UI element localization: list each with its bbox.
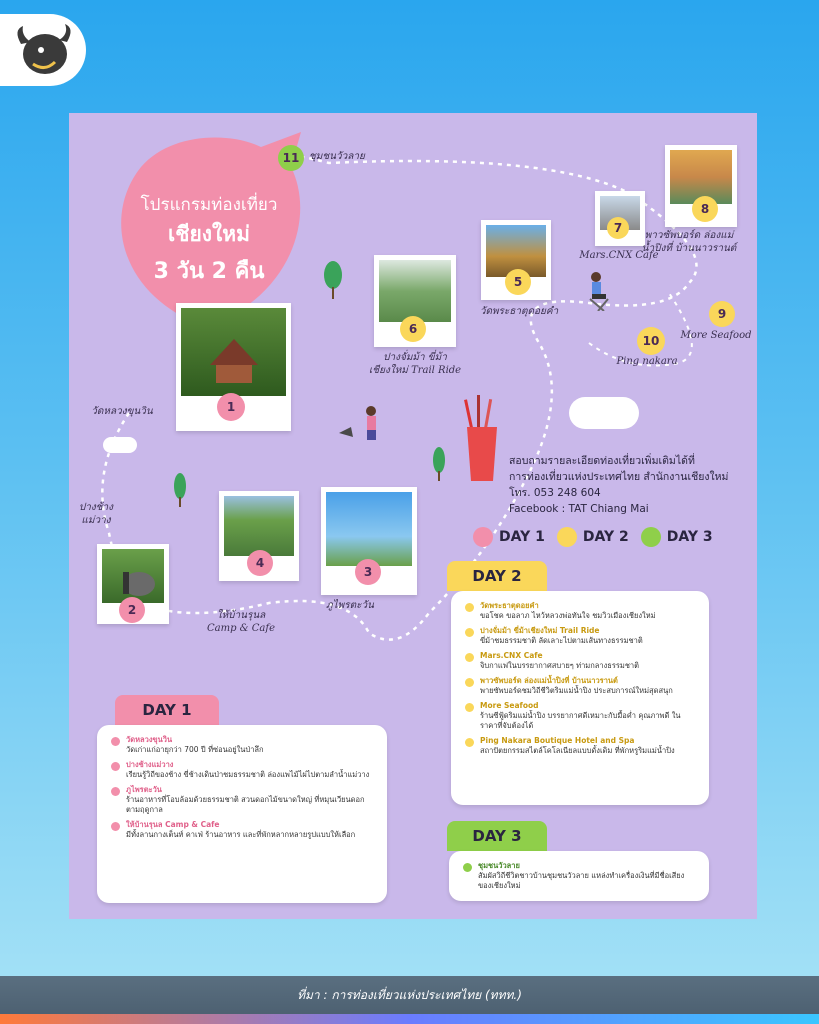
day1-card [97,725,387,903]
item-title: วัดหลวงขุนวิน [126,735,173,744]
stop-label-4: ให้บ้านรุนล Camp & Cafe [207,610,275,634]
stop-number-8: 8 [692,196,718,222]
stop-label-11: ชุมชนวัวลาย [309,151,365,162]
tree-icon [172,473,188,509]
title-line-3: 3 วัน 2 คืน [153,259,265,284]
item-description: เรียนรู้วิถีของช้าง ขี่ช้างเดินป่าชมธรรมชาติ ล่องแพไม้ไผ่ไปตามลำน้ำแม่วาง [126,770,370,779]
logo-badge [0,14,86,86]
day2-tab: DAY 2 [447,561,547,591]
stop-label-3: ภูไพรตะวัน [326,600,374,611]
stop-number-1: 1 [217,393,245,421]
itinerary-poster [69,113,757,919]
day3-card [449,851,709,901]
item-title: Mars.CNX Cafe [480,651,543,660]
item-description: มีทั้งลานกางเต็นท์ คาเฟ่ ร้านอาหาร และที่พักหลากหลายรูปแบบให้เลือก [126,830,356,839]
person-illustration-icon [337,403,383,443]
item-description: ขี่ม้าชมธรรมชาติ ลัดเลาะไปตามเส้นทางธรรมชาติ [480,636,643,645]
bullet-icon [465,653,474,662]
source-caption: ที่มา : การท่องเที่ยวแห่งประเทศไทย (ททท.) [0,976,819,1024]
legend-dot-day1 [473,527,493,547]
bullet-icon [465,703,474,712]
tree-icon [431,447,447,483]
bullet-icon [465,603,474,612]
stop-label-5: วัดพระธาตุดอยคำ [479,306,559,317]
item-title: ภูไพรตะวัน [126,785,162,794]
itinerary-item [465,701,695,731]
stop-number-10: 10 [637,327,665,355]
buffalo-logo-icon [11,20,75,80]
legend-dot-day2 [557,527,577,547]
bullet-icon [111,787,120,796]
itinerary-item [465,651,695,671]
contact-line-2: การท่องเที่ยวแห่งประเทศไทย สำนักงานเชียงใหม่ [509,471,729,483]
bullet-icon [465,628,474,637]
item-title: วัดพระธาตุดอยคำ [480,601,539,610]
item-title: พาวซัพบอร์ด ล่องแม่น้ำปิงที่ บ้านนาวรานต์ [480,676,618,685]
contact-line-1: สอบถามรายละเอียดท่องเที่ยวเพิ่มเติมได้ที่ [509,455,695,467]
item-description: วัดเก่าแก่อายุกว่า 700 ปี ที่ซ่อนอยู่ในป่าลึก [126,745,264,754]
item-description: ขอโชค ขอลาภ ไหว้หลวงพ่อทันใจ ชมวิวเมืองเชียงใหม่ [480,611,656,620]
stop-number-7: 7 [607,217,629,239]
bottom-color-strip [0,1014,819,1024]
day-legend [473,527,717,547]
stop-label-1: วัดหลวงขุนวิน [91,406,153,417]
contact-facebook: Facebook : TAT Chiang Mai [509,503,649,515]
day3-tab: DAY 3 [447,821,547,851]
stop-label-9: More Seafood [680,330,752,341]
stop-number-11: 11 [278,145,304,171]
legend-day1: DAY 1 [499,529,545,545]
item-description: สถาปัตยกรรมสไตล์โคโลเนียลแบบดั้งเดิม ที่พักหรูริมแม่น้ำปิง [480,746,675,755]
item-title: ให้บ้านรุนล Camp & Cafe [126,820,220,829]
item-description: สัมผัสวิถีชีวิตชาวบ้านชุมชนวัวลาย แหล่งทำเครื่องเงินที่มีชื่อเสียงของเชียงใหม่ [478,871,685,890]
itinerary-item [465,601,695,621]
bullet-icon [111,737,120,746]
title-line-2: เชียงใหม่ [168,222,250,246]
stop-label-6: ปางจั่มม้า ขี่ม้าเชียงใหม่ Trail Ride [368,352,462,376]
poster-title [129,191,289,288]
itinerary-item [463,861,695,891]
stop-label-8: พาวซัพบอร์ด ล่องแม่น้ำปิงที่ บ้านนาวรานต์ [641,230,737,254]
cloud-icon [103,437,137,453]
bullet-icon [463,863,472,872]
stop-number-5: 5 [505,269,531,295]
bullet-icon [465,738,474,747]
stop-label-7: Mars.CNX Cafe [579,250,659,261]
item-title: ปางจั่มม้า ขี่ม้าเชียงใหม่ Trail Ride [480,626,600,635]
legend-day2: DAY 2 [582,529,629,545]
stop-number-6: 6 [400,316,426,342]
itinerary-item [111,735,373,755]
tree-icon [322,261,344,301]
stop-label-2: ปางช้าง แม่วาง [78,502,114,526]
item-description: จิบกาแฟในบรรยากาศสบายๆ ท่ามกลางธรรมชาติ [480,661,639,670]
contact-phone: โทร. 053 248 604 [509,487,601,499]
item-description: ร้านอาหารที่โอบล้อมด้วยธรรมชาติ สวนดอกไม้ขนาดใหญ่ ที่หมุนเวียนดอกตามฤดูกาล [126,795,365,814]
bullet-icon [111,762,120,771]
stop-number-4: 4 [247,550,273,576]
contact-info [509,453,749,517]
legend-day3: DAY 3 [666,529,713,545]
itinerary-item [111,820,373,840]
itinerary-item [465,676,695,696]
stop-number-2: 2 [119,597,145,623]
day1-tab: DAY 1 [115,695,219,725]
item-title: Ping Nakara Boutique Hotel and Spa [480,736,635,745]
cup-icon [459,393,505,483]
cloud-icon [569,397,639,429]
stop-number-3: 3 [355,559,381,585]
itinerary-item [465,736,695,756]
item-title: More Seafood [480,701,539,710]
title-line-1: โปรแกรมท่องเที่ยว [140,195,278,215]
item-description: ร้านซีฟู้ดริมแม่น้ำปิง บรรยากาศดีเหมาะกับมื้อค่ำ คุณภาพดี ในราคาที่จับต้องได้ [480,711,681,730]
item-description: พายซัพบอร์ดชมวิถีชีวิตริมแม่น้ำปิง ประสบการณ์ใหม่สุดสนุก [480,686,673,695]
person-illustration-icon [584,271,618,311]
itinerary-item [111,785,373,815]
item-title: ชุมชนวัวลาย [478,861,520,870]
stop-number-9: 9 [709,301,735,327]
stop-label-10: Ping nakara [616,356,678,367]
day2-card [451,591,709,805]
itinerary-item [111,760,373,780]
item-title: ปางช้างแม่วาง [126,760,174,769]
bullet-icon [465,678,474,687]
itinerary-item [465,626,695,646]
legend-dot-day3 [641,527,661,547]
bullet-icon [111,822,120,831]
